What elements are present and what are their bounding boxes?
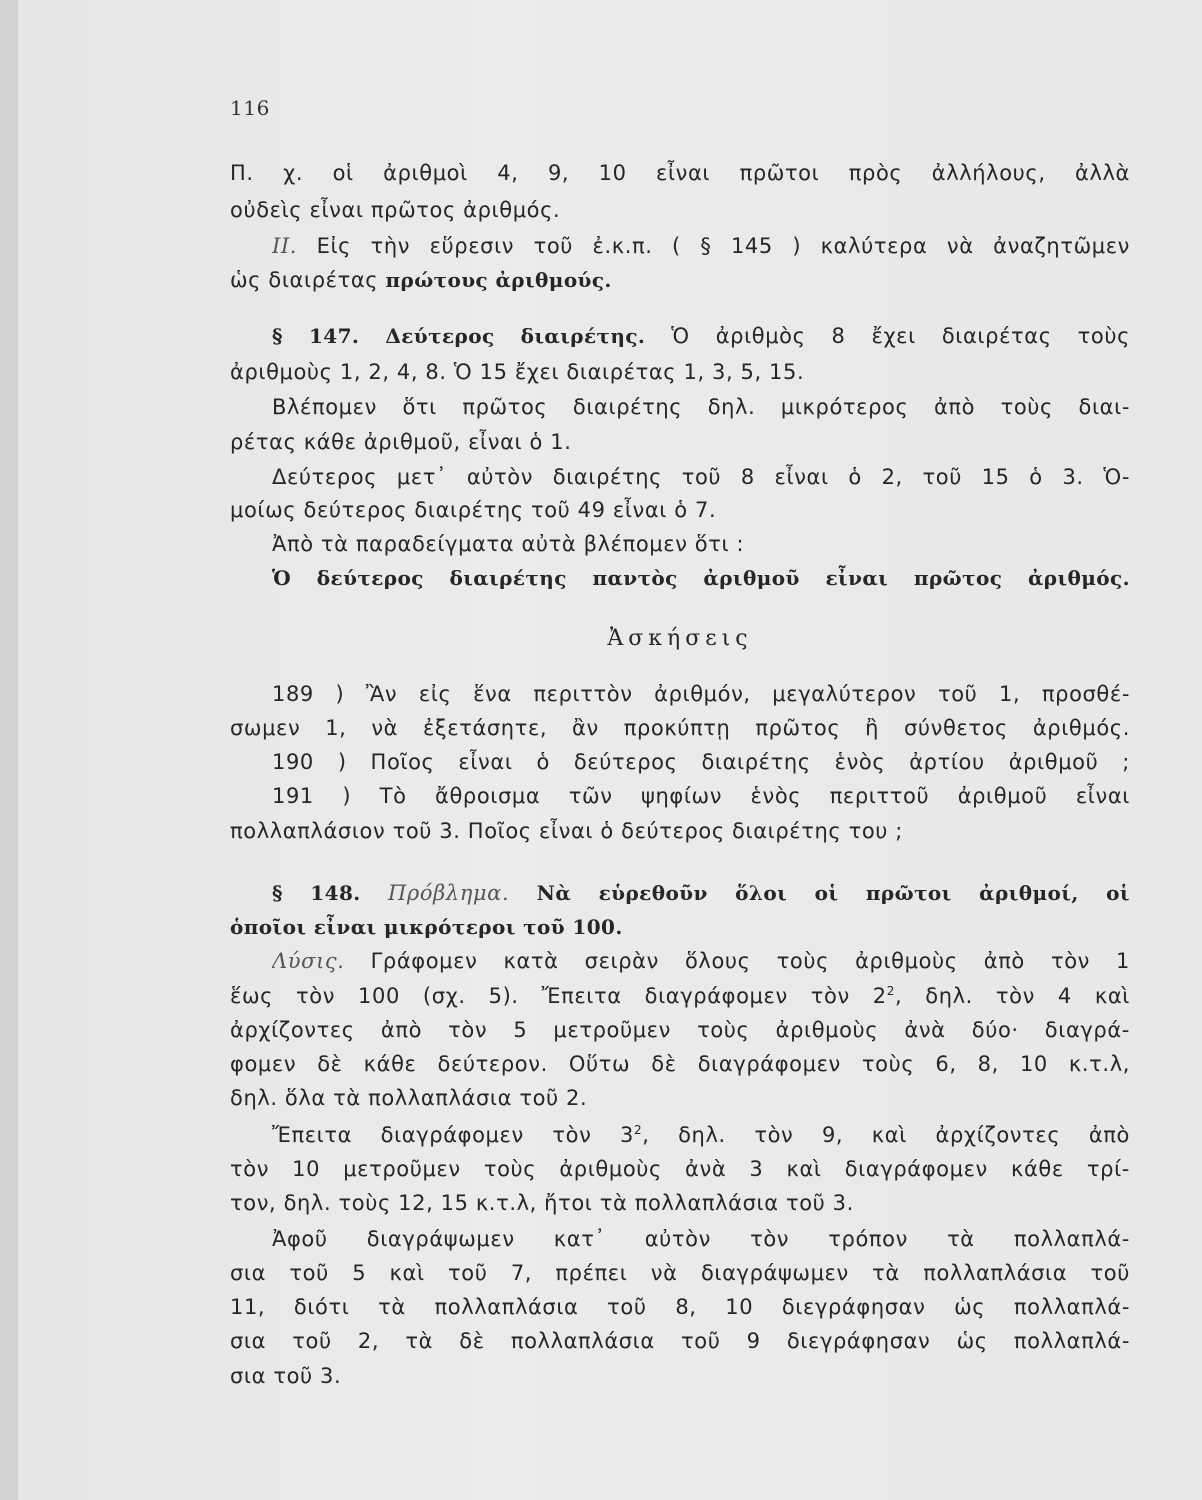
text-line: σια τοῦ 3. [230,1364,342,1388]
exercise-189: 189 ) Ἂν εἰς ἕνα περιττὸν ἀριθμόν, μεγαλύτερον τοῦ 1, προσθέ- [272,682,1130,706]
text-line: ἀριθμοὺς 1, 2, 4, 8. Ὁ 15 ἔχει διαιρέτας 1, 3, 5, 15. [230,360,805,384]
text-line: δηλ. ὅλα τὰ πολλαπλάσια τοῦ 2. [230,1086,588,1110]
solution-label: Λύσις. [272,949,345,973]
text-span: Γράφομεν κατὰ σειρὰν ὅλους τοὺς ἀριθμοὺς ἀπὸ τὸν 1 [344,949,1130,973]
text-span: Ὁ ἀριθμὸς 8 ἔχει διαιρέτας τοὺς [645,324,1130,348]
text-span: Ἔπειτα διαγράφομεν τὸν 3 [272,1123,634,1147]
solution-line [272,945,1130,977]
text-line: οὐδεὶς εἶναι πρῶτος ἀριθμός. [230,198,561,222]
text-line: 11, διότι τὰ πολλαπλάσια τοῦ 8, 10 διεγράφησαν ὡς πολλαπλά- [230,1295,1130,1319]
section-148-header [272,877,1130,909]
text-span: , δηλ. τὸν 9, καὶ ἀρχίζοντες ἀπὸ [642,1123,1130,1147]
section-147-header [272,320,1130,352]
exponent: 2 [886,984,895,998]
text-line [230,264,1130,296]
text-line: πολλαπλάσιον τοῦ 3. Ποῖος εἶναι ὁ δεύτερος διαιρέτης του ; [230,819,903,843]
rule-statement: Ὁ δεύτερος διαιρέτης παντὸς ἀριθμοῦ εἶναι πρῶτος ἀριθμός. [272,566,1130,590]
exercises-heading: Ἀσκήσεις [607,626,753,651]
text-line: ὁποῖοι εἶναι μικρότεροι τοῦ 100. [230,915,623,939]
text-span: Εἰς τὴν εὕρεσιν τοῦ ἐ.κ.π. ( § 145 ) καλύτερα νὰ ἀναζητῶμεν [297,234,1130,258]
page-edge [0,0,18,1500]
exercise-191: 191 ) Τὸ ἄθροισμα τῶν ψηφίων ἑνὸς περιττοῦ ἀριθμοῦ εἶναι [272,784,1130,808]
text-line: φομεν δὲ κάθε δεύτερον. Οὕτω δὲ διαγράφομεν τοὺς 6, 8, 10 κ.τ.λ, [230,1052,1130,1076]
text-line [272,1119,1130,1151]
text-line: Δεύτερος μετ᾽ αὐτὸν διαιρέτης τοῦ 8 εἶναι ὁ 2, τοῦ 15 ὁ 3. Ὁ- [272,465,1130,489]
text-line: Βλέπομεν ὅτι πρῶτος διαιρέτης δηλ. μικρότερος ἀπὸ τοὺς διαι- [272,395,1130,419]
exercise-190: 190 ) Ποῖος εἶναι ὁ δεύτερος διαιρέτης ἑνὸς ἀρτίου ἀριθμοῦ ; [272,750,1130,774]
text-span: ὡς διαιρέτας [230,268,386,292]
text-line: ρέτας κάθε ἀριθμοῦ, εἶναι ὁ 1. [230,430,572,454]
text-line [230,980,1130,1012]
text-line: σια τοῦ 2, τὰ δὲ πολλαπλάσια τοῦ 9 διεγράφησαν ὡς πολλαπλά- [230,1329,1130,1353]
text-line: Ἀφοῦ διαγράψωμεν κατ᾽ αὐτὸν τὸν τρόπον τὰ πολλαπλά- [272,1227,1130,1251]
section-number: § 148. [272,881,361,905]
problem-label: Πρόβλημα. [360,881,510,905]
roman-numeral: ΙΙ. [272,234,298,258]
text-line: σωμεν 1, νὰ ἐξετάσητε, ἂν προκύπτῃ πρῶτος ἢ σύνθετος ἀριθμός. [230,716,1130,740]
text-line: τὸν 10 μετροῦμεν τοὺς ἀριθμοὺς ἀνὰ 3 καὶ διαγράφομεν κάθε τρί- [230,1157,1130,1181]
text-span: ἕως τὸν 100 (σχ. 5). Ἔπειτα διαγράφομεν τὸν 2 [230,984,887,1008]
text-line [272,230,1130,262]
text-line: μοίως δεύτερος διαιρέτης τοῦ 49 εἶναι ὁ 7. [230,498,717,522]
section-title: § 147. Δεύτερος διαιρέτης. [272,324,646,348]
text-line: ἀρχίζοντες ἀπὸ τὸν 5 μετροῦμεν τοὺς ἀριθμοὺς ἀνὰ δύο· διαγρά- [230,1018,1130,1042]
exponent: 2 [633,1123,643,1137]
text-line: σια τοῦ 5 καὶ τοῦ 7, πρέπει νὰ διαγράψωμεν τὰ πολλαπλάσια τοῦ [230,1261,1130,1285]
text-line: τον, δηλ. τοὺς 12, 15 κ.τ.λ, ἤτοι τὰ πολλαπλάσια τοῦ 3. [230,1191,854,1215]
problem-statement: Νὰ εὑρεθοῦν ὅλοι οἱ πρῶτοι ἀριθμοί, οἱ [509,881,1130,905]
text-span: , δηλ. τὸν 4 καὶ [895,984,1130,1008]
book-page [18,0,1202,1500]
page-number: 116 [230,96,270,120]
text-line: Ἀπὸ τὰ παραδείγματα αὐτὰ βλέπομεν ὅτι : [272,532,745,556]
emphasis: πρώτους ἀριθμούς. [385,268,612,292]
text-line: Π. χ. οἱ ἀριθμοὶ 4, 9, 10 εἶναι πρῶτοι πρὸς ἀλλήλους, ἀλλὰ [230,161,1130,185]
